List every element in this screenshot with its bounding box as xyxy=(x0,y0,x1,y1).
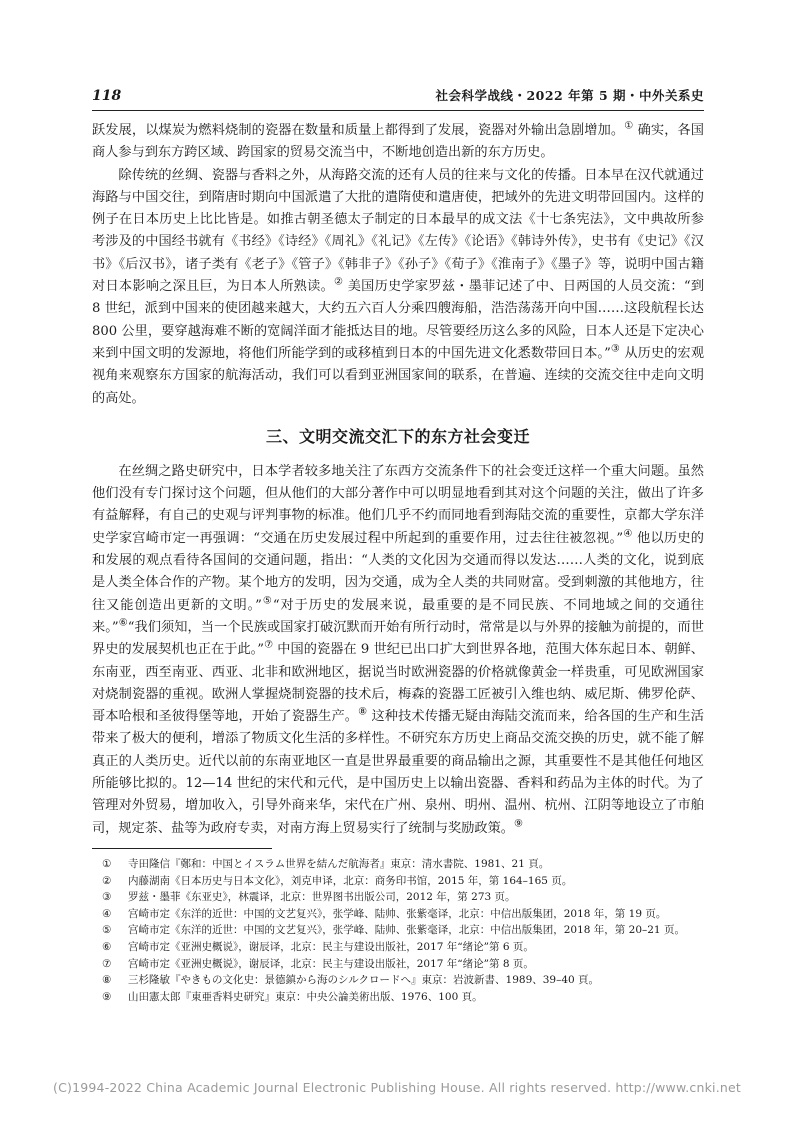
footnote-mark: ② xyxy=(102,874,112,887)
section-title: 三、文明交流交汇下的东方社会变迁 xyxy=(265,426,530,446)
footnote-mark: ④ xyxy=(102,907,112,920)
footnote-text: 宫崎市定《东洋的近世：中国的文艺复兴》，张学峰、陆帅、张紫毫译，北京：中信出版集团，2018 年，第 19 页。 xyxy=(128,907,667,920)
footnote-item xyxy=(102,956,704,973)
footnote-item xyxy=(102,972,704,989)
copyright-notice: (C)1994-2022 China Academic Journal Electronic Publishing House. All rights reserved. http://www.cnki.net xyxy=(53,1080,741,1095)
footnote-text: 宫崎市定《亚洲史概说》，谢辰译，北京：民主与建设出版社，2017 年“绪论”第 6 页。 xyxy=(128,940,534,953)
footnote-text: 罗兹・墨菲《东亚史》，林震译，北京：世界图书出版公司，2012 年，第 273 页。 xyxy=(128,891,516,904)
footnote-ref-4[interactable]: ④ xyxy=(623,528,633,540)
footnote-item xyxy=(102,873,704,890)
footnote-text: 宫崎市定《东洋的近世：中国的文艺复兴》，张学峰、陆帅、张紫毫译，北京：中信出版集团，2018 年，第 20–21 页。 xyxy=(128,924,685,937)
footnote-text: 山田憲太郎『東亜香料史研究』東京：中央公論美術出版、1976、100 頁。 xyxy=(128,990,483,1003)
footnote-ref-7[interactable]: ⑦ xyxy=(264,639,274,651)
footnote-mark: ① xyxy=(102,858,112,870)
footnote-mark: ⑦ xyxy=(102,957,112,970)
footnote-ref-1[interactable]: ① xyxy=(624,120,634,132)
footnote-text: 三杉隆敏『やきもの文化史：景德鎮から海のシルクロードへ』東京：岩波新書、1989、39–40 頁。 xyxy=(128,974,600,987)
footnote-item xyxy=(102,906,704,923)
footnote-ref-6[interactable]: ⑥ xyxy=(118,617,128,629)
paragraph-2: 除传统的丝绸、瓷器与香料之外，从海路交流的还有人员的往来与文化的传播。日本早在汉代就通过海路与中国交往，到隋唐时期向中国派遣了大批的遣隋使和遣唐使，把域外的先进文明带回国内。这样的例子在日本历史上比比皆是。如推古朝圣德太子制定的日本最早的成文法《十七条宪法》，文中典故所参考涉及的中国经书就有《书经》《诗经》《周礼》《礼记》《左传》《论语》《韩诗外传》，史书有《史记》《汉书》《后汉书》，诸子类有《老子》《管子》《韩非子》《孙子》《荀子》《淮南子》《墨子》等，说明中国古籍对日本影响之深且巨，为日本人所熟读。② 美国历史学家罗兹・墨菲记述了中、日两国的人员交流：“到 8 世纪，派到中国来的使团越来越大，大约五六百人分乘四艘海船，浩浩荡荡开向中国……这段航程长达 800 公里，要穿越海难不断的宽阔洋面才能抵达目的地。尽管要经历这么多的风险，日本人还是下定决心来到中国文明的发源地，将他们所能学到的或移植到日本的中国先进文化悉数带回日本。”③ 从历史的宏观视角来观察东方国家的航海活动，我们可以看到亚洲国家间的联系，在普遍、连续的交流交往中走向文明的高处。 xyxy=(92,167,705,406)
footnote-rule xyxy=(92,848,272,849)
footnote-text: 寺田隆信『鄭和：中国とイスラム世界を結んだ航海者』東京：清水書院、1981、21 頁。 xyxy=(128,858,550,870)
paragraph-1: 跃发展，以煤炭为燃料烧制的瓷器在数量和质量上都得到了发展，瓷器对外输出急剧增加。① 确实，各国商人参与到东方跨区域、跨国家的贸易交流当中，不断地创造出新的东方历史。 xyxy=(92,120,704,161)
header-rule xyxy=(92,110,704,111)
footnote-item xyxy=(102,922,704,939)
footnote-text: 宫崎市定《亚洲史概说》，谢辰译，北京：民主与建设出版社，2017 年“绪论”第 8 页。 xyxy=(128,957,534,970)
footnote-ref-9[interactable]: ⑨ xyxy=(514,818,523,830)
footnote-mark: ③ xyxy=(102,891,112,904)
footnote-mark: ⑧ xyxy=(102,974,112,987)
footnote-text: 内藤湖南《日本历史与日本文化》，刘克申译，北京：商务印书馆，2015 年，第 164–165 页。 xyxy=(128,874,573,887)
article-body xyxy=(92,120,704,840)
paragraph-3: 在丝绸之路史研究中，日本学者较多地关注了东西方交流条件下的社会变迁这样一个重大问题。虽然他们没有专门探讨这个问题，但从他们的大部分著作中可以明显地看到其对这个问题的关注，做出了许多有益解释，有自己的史观与评判事物的标准。他们几乎不约而同地看到海陆交流的重要性，京都大学东洋史学家宫崎市定一再强调：“交通在历史发展过程中所起到的重要作用，过去往往被忽视。”④ 他以历史的和发展的观点看待各国间的交通问题，指出：“人类的文化因为交通而得以发达……人类的文化，说到底是人类全体合作的产物。某个地方的发明，因为交通，成为全人类的共同财富。受到刺激的其他地方，往往又能创造出更新的文明。”⑤“对于历史的发展来说，最重要的是不同民族、不同地域之间的交通往来。”⑥“我们须知，当一个民族或国家打破沉默而开始有所行动时，常常是以与外界的接触为前提的，而世界史的发展契机也正在于此。”⑦ 中国的瓷器在 9 世纪已出口扩大到世界各地，范围大体东起日本、朝鲜、东南亚，西至南亚、西亚、北非和欧洲地区，据说当时欧洲瓷器的价格就像黄金一样贵重，可见欧洲国家对烧制瓷器的重视。欧洲人掌握烧制瓷器的技术后，梅森的瓷器工匠被引入维也纳、威尼斯、佛罗伦萨、哥本哈根和圣彼得堡等地，开始了瓷器生产。⑧ 这种技术传播无疑由海陆交流而来，给各国的生产和生活带来了极大的便利，增添了物质文化生活的多样性。不研究东方历史上商品交流交换的历史，就不能了解真正的人类历史。近代以前的东南亚地区一直是世界最重要的商品输出之源，其重要性不是其他任何地区所能够比拟的。12—14 世纪的宋代和元代，是中国历史上以输出瓷器、香料和药品为主体的时代。为了管理对外贸易，增加收入，引导外商来华，宋代在广州、泉州、明州、温州、杭州、江阴等地设立了市舶司，规定茶、盐等为政府专卖，对南方海上贸易实行了统制与奖励政策。⑨ xyxy=(92,463,704,836)
footnote-mark: ⑤ xyxy=(102,924,112,937)
footnote-ref-2[interactable]: ② xyxy=(334,276,344,288)
footnote-item xyxy=(102,856,704,873)
page-header xyxy=(92,88,704,110)
footnote-item xyxy=(102,989,704,1006)
footnote-item xyxy=(102,889,704,906)
footnotes xyxy=(102,856,704,1005)
footnote-mark: ⑨ xyxy=(102,990,112,1003)
journal-running-head: 社会科学战线・2022 年第 5 期・中外关系史 xyxy=(435,88,704,103)
footnote-item xyxy=(102,939,704,956)
footnote-ref-8[interactable]: ⑧ xyxy=(358,706,368,718)
page-number: 118 xyxy=(92,88,122,104)
footnote-ref-5[interactable]: ⑤ xyxy=(261,595,273,607)
footnote-mark: ⑥ xyxy=(102,940,112,953)
footnote-ref-3[interactable]: ③ xyxy=(610,343,621,355)
